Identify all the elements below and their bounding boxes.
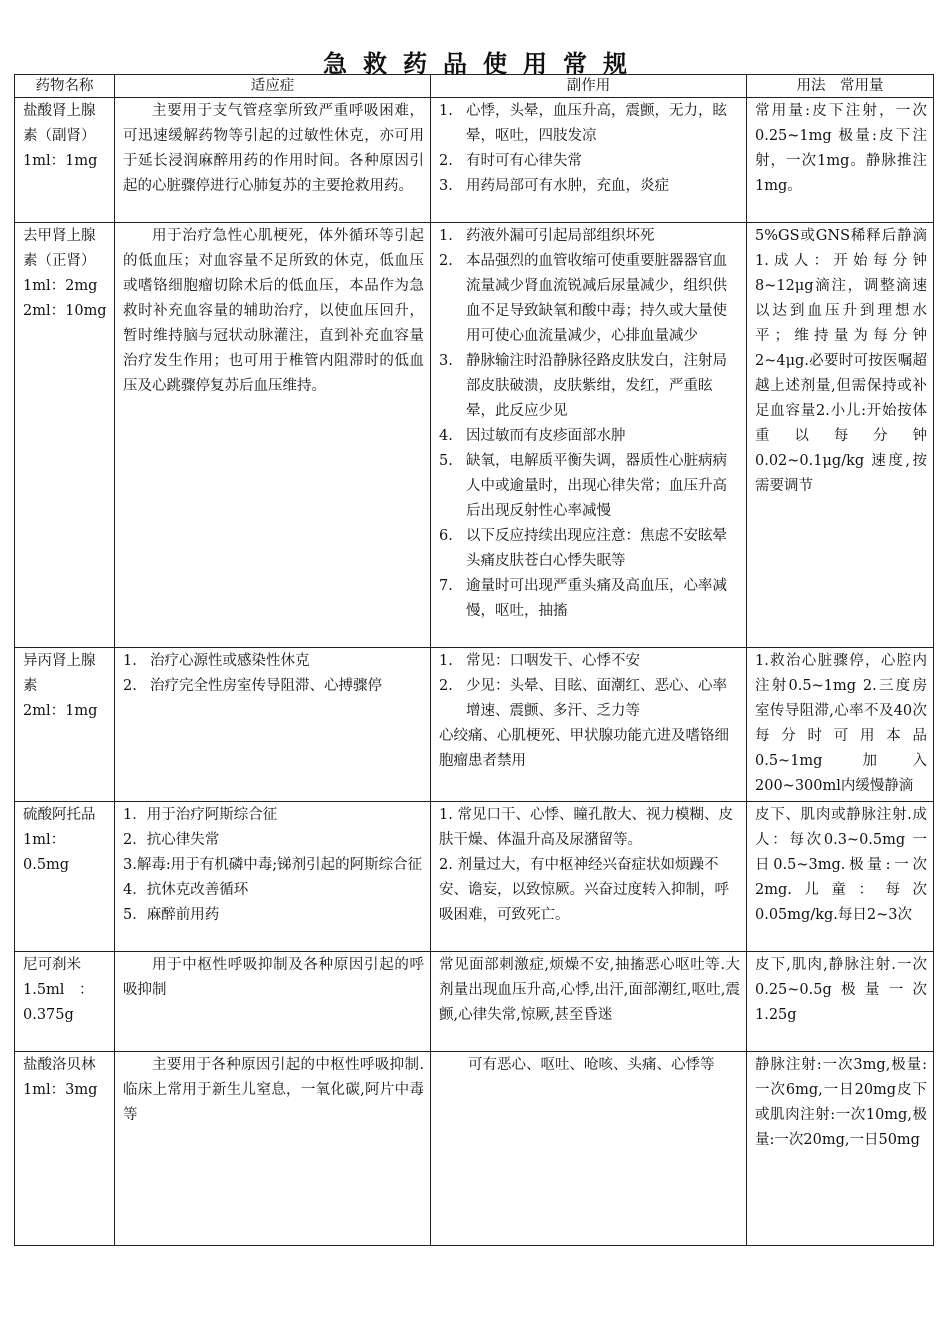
dosage-cell: 皮下、肌肉或静脉注射.成人：每次0.3~0.5mg 一日0.5~3mg.极量:一次 2mg.儿童：每次 0.05mg/kg.每日2~3次 xyxy=(747,802,934,952)
table-row xyxy=(15,802,934,952)
list-item: 3. 用药局部可有水肿，充血，炎症 xyxy=(439,178,669,194)
drug-name: 盐酸肾上腺素（副肾） xyxy=(23,103,96,144)
list-item: 1．用于治疗阿斯综合征 xyxy=(123,807,278,823)
drug-spec: 0.375g xyxy=(23,1007,74,1023)
drug-table xyxy=(14,74,934,1246)
table-row xyxy=(15,1052,934,1246)
drug-spec: 1.5ml ： xyxy=(23,982,94,998)
list-item: 1. 心悸，头晕，血压升高，震颤，无力，眩晕，呕吐，四肢发凉 xyxy=(439,103,727,144)
dosage-cell: 静脉注射:一次3mg,极量:一次6mg,一日20mg皮下或肌肉注射:一次10mg,极量:一次20mg,一日50mg xyxy=(747,1052,934,1246)
drug-spec: 1ml：2mg xyxy=(23,278,98,294)
drug-spec: 1ml：1mg xyxy=(23,153,98,169)
drug-spec: 2ml：10mg xyxy=(23,303,107,319)
list-item: 1. 常见：口咽发干、心悸不安 xyxy=(439,653,640,669)
drug-name: 异丙肾上腺素 xyxy=(23,653,96,694)
indication-cell xyxy=(115,648,431,802)
list-item: 2. 剂量过大，有中枢神经兴奋症状如烦躁不安、谵妄，以致惊厥。兴奋过度转入抑制，呼吸困难，可致死亡。 xyxy=(439,857,729,923)
drug-name-cell xyxy=(15,802,115,952)
side-effects-cell xyxy=(431,223,747,648)
indication-cell: 主要用于支气管痉挛所致严重呼吸困难，可迅速缓解药物等引起的过敏性休克，亦可用于延长浸润麻醉用药的作用时间。各种原因引起的心脏骤停进行心肺复苏的主要抢救用药。 xyxy=(115,98,431,223)
list-item: 1. 治疗心源性或感染性休克 xyxy=(123,653,310,669)
list-item: 4. 因过敏而有皮疹面部水肿 xyxy=(439,428,626,444)
header-name: 药物名称 xyxy=(15,75,115,98)
drug-name: 硫酸阿托品 xyxy=(23,807,96,823)
drug-name-cell xyxy=(15,952,115,1052)
drug-name-cell xyxy=(15,98,115,223)
side-effects-cell: 可有恶心、呕吐、呛咳、头痛、心悸等 xyxy=(431,1052,747,1246)
list-item: 3.解毒:用于有机磷中毒;锑剂引起的阿斯综合征 xyxy=(123,857,423,873)
indication-cell xyxy=(115,802,431,952)
header-side-effects: 副作用 xyxy=(431,75,747,98)
indication-cell: 主要用于各种原因引起的中枢性呼吸抑制.临床上常用于新生儿窒息，一氧化碳,阿片中毒等 xyxy=(115,1052,431,1246)
list-item: 3. 静脉输注时沿静脉径路皮肤发白，注射局部皮肤破溃，皮肤紫绀，发红，严重眩晕，此反应少见 xyxy=(439,353,727,419)
list-item: 2. 本品强烈的血管收缩可使重要脏器器官血流量减少肾血流锐减后尿量减少，组织供血不足导致缺氧和酸中毒；持久或大量使用可使心血流量减少，心排血量减少 xyxy=(439,253,727,344)
table-row xyxy=(15,648,934,802)
list-item: 4．抗休克改善循环 xyxy=(123,882,249,898)
drug-name-cell xyxy=(15,1052,115,1246)
side-effects-cell xyxy=(431,802,747,952)
dosage-cell: 皮下,肌肉,静脉注射.一次0.25~0.5g极量一次1.25g xyxy=(747,952,934,1052)
header-row xyxy=(15,75,934,98)
dosage-cell: 常用量:皮下注射，一次0.25~1mg 极量:皮下注射，一次1mg。静脉推注1mg。 xyxy=(747,98,934,223)
list-item: 5．麻醉前用药 xyxy=(123,907,220,923)
drug-name: 尼可刹米 xyxy=(23,957,81,973)
drug-name-cell xyxy=(15,648,115,802)
drug-name: 去甲肾上腺素（正肾） xyxy=(23,228,96,269)
page-title: 急救药品使用常规 xyxy=(323,49,643,78)
dosage-cell: 5%GS或GNS稀释后静滴 1.成人：开始每分钟8~12μg滴注，调整滴速以达到血压升到理想水平；维持量为每分钟2~4μg.必要时可按医嘱超越上述剂量,但需保持或补足血容量2.小儿:开始按体重以每分钟 0.02~0.1μg/kg 速度,按需要调节 xyxy=(747,223,934,648)
side-effects-cell xyxy=(431,98,747,223)
header-indication: 适应症 xyxy=(115,75,431,98)
dosage-cell: 1.救治心脏骤停，心腔内注射0.5~1mg 2.三度房室传导阻滞,心率不及40次每分时可用本品 0.5~1mg 加入200~300ml内缓慢静滴 xyxy=(747,648,934,802)
header-dosage: 用法 常用量 xyxy=(747,75,934,98)
side-effects-cell: 常见面部刺激症,烦燥不安,抽搐恶心呕吐等.大剂量出现血压升高,心悸,出汗,面部潮红,呕吐,震颤,心律失常,惊厥,甚至昏迷 xyxy=(431,952,747,1052)
list-item: 7. 逾量时可出现严重头痛及高血压，心率减慢，呕吐，抽搐 xyxy=(439,578,727,619)
list-item: 2. 治疗完全性房室传导阻滞、心搏骤停 xyxy=(123,678,382,694)
table-row xyxy=(15,952,934,1052)
list-item: 1. 常见口干、心悸、瞳孔散大、视力模糊、皮肤干燥、体温升高及尿潴留等。 xyxy=(439,807,733,848)
list-item: 6. 以下反应持续出现应注意：焦虑不安眩晕头痛皮肤苍白心悸失眠等 xyxy=(439,528,727,569)
list-item: 5. 缺氧，电解质平衡失调，器质性心脏病病人中或逾量时，出现心律失常；血压升高后出现反射性心率减慢 xyxy=(439,453,727,519)
drug-name-cell xyxy=(15,223,115,648)
contraindication-note: 心绞痛、心肌梗死、甲状腺功能亢进及嗜铬细胞瘤患者禁用 xyxy=(439,728,729,769)
side-effects-cell xyxy=(431,648,747,802)
indication-cell: 用于中枢性呼吸抑制及各种原因引起的呼吸抑制 xyxy=(115,952,431,1052)
drug-name: 盐酸洛贝林 xyxy=(23,1057,96,1073)
list-item: 2. 少见：头晕、目眩、面潮红、恶心、心率增速、震颤、多汗、乏力等 xyxy=(439,678,727,719)
drug-spec: 1ml：0.5mg xyxy=(23,832,70,873)
table-row xyxy=(15,223,934,648)
drug-spec: 2ml：1mg xyxy=(23,703,98,719)
list-item: 2．抗心律失常 xyxy=(123,832,220,848)
drug-spec: 1ml：3mg xyxy=(23,1082,98,1098)
table-row xyxy=(15,98,934,223)
list-item: 1. 药液外漏可引起局部组织坏死 xyxy=(439,228,655,244)
indication-cell: 用于治疗急性心肌梗死，体外循环等引起的低血压；对血容量不足所致的休克，低血压或嗜铬细胞瘤切除术后的低血压，本品作为急救时补充血容量的辅助治疗，以使血压回升，暂时维持脑与冠状动脉灌注，直到补充血容量治疗发生作用；也可用于椎管内阻滞时的低血压及心跳骤停复苏后血压维持。 xyxy=(115,223,431,648)
list-item: 2. 有时可有心律失常 xyxy=(439,153,582,169)
